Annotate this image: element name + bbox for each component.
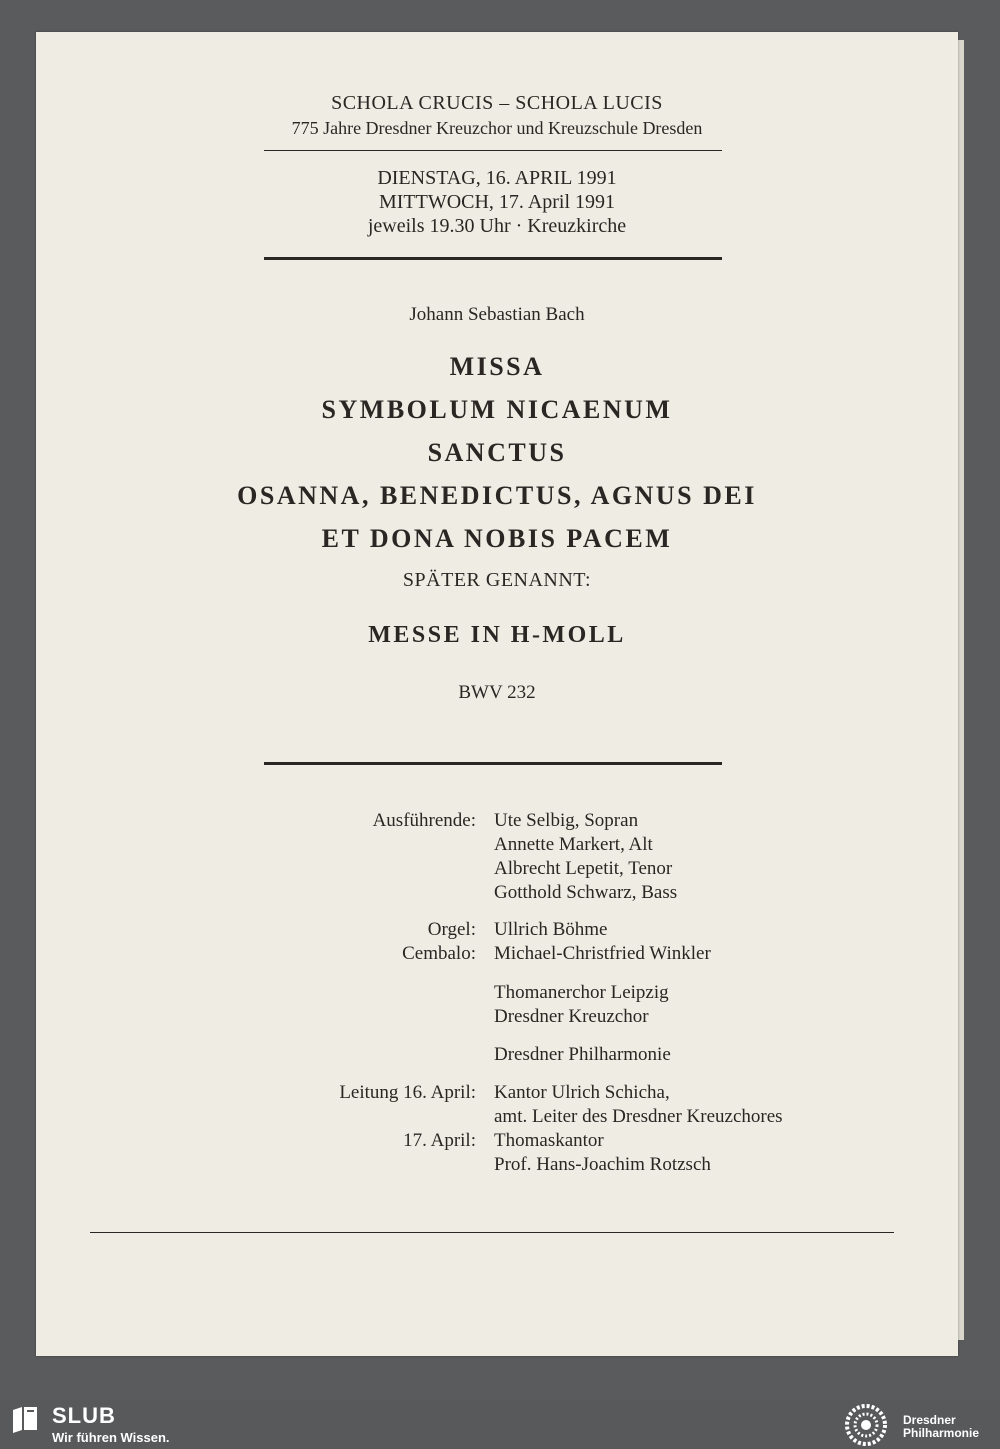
organ-player: Ullrich Böhme — [494, 919, 608, 940]
philharmonie-logo-icon — [842, 1402, 890, 1448]
time-venue-line: jeweils 19.30 Uhr · Kreuzkirche — [367, 215, 627, 237]
slub-tagline: Wir führen Wissen. — [52, 1430, 170, 1445]
philharmonie-logo-text — [903, 1414, 979, 1440]
header-subtitle: 775 Jahre Dresdner Kreuzchor und Kreuzschule Dresden — [291, 118, 703, 138]
work-common-title: MESSE IN H-MOLL — [368, 622, 626, 648]
date-divider — [264, 257, 722, 260]
choir-thomanerchor: Thomanerchor Leipzig — [494, 982, 669, 1003]
header-divider — [264, 150, 722, 151]
conductor-label-2: 17. April: — [403, 1130, 476, 1151]
organ-label: Orgel: — [427, 919, 476, 940]
conductor-2-line-2: Prof. Hans-Joachim Rotzsch — [494, 1154, 711, 1175]
orchestra-name: Dresdner Philharmonie — [494, 1044, 671, 1065]
soloist-soprano: Ute Selbig, Sopran — [494, 810, 639, 831]
conductor-1-line-2: amt. Leiter des Dresdner Kreuzchores — [494, 1106, 783, 1127]
footer-bar — [0, 1400, 1000, 1449]
harpsichord-label: Cembalo: — [402, 943, 476, 964]
slub-book-icon — [10, 1404, 40, 1434]
conductor-1-line-1: Kantor Ulrich Schicha, — [494, 1082, 670, 1103]
header-title: SCHOLA CRUCIS – SCHOLA LUCIS — [331, 92, 663, 114]
philharmonie-line-2: Philharmonie — [903, 1426, 980, 1440]
date-line-2: MITTWOCH, 17. April 1991 — [378, 191, 616, 213]
work-title-2: SYMBOLUM NICAENUM — [321, 395, 673, 424]
bottom-rule — [90, 1232, 894, 1233]
philharmonie-line-1: Dresdner — [903, 1413, 956, 1427]
soloist-bass: Gotthold Schwarz, Bass — [494, 882, 678, 903]
work-title-1: MISSA — [449, 352, 545, 381]
work-title-4: OSANNA, BENEDICTUS, AGNUS DEI — [237, 481, 757, 510]
choir-kreuzchor: Dresdner Kreuzchor — [494, 1006, 649, 1027]
work-title-3: SANCTUS — [427, 438, 567, 467]
harpsichord-player: Michael-Christfried Winkler — [494, 943, 711, 964]
conductor-label-1: Leitung 16. April: — [339, 1082, 476, 1103]
soloist-tenor: Albrecht Lepetit, Tenor — [494, 858, 673, 879]
catalogue-number: BWV 232 — [458, 682, 536, 703]
conductor-2-line-1: Thomaskantor — [494, 1130, 604, 1151]
later-named-label: SPÄTER GENANNT: — [402, 569, 592, 591]
date-line-1: DIENSTAG, 16. APRIL 1991 — [377, 167, 617, 189]
performers-label: Ausführende: — [372, 810, 476, 831]
composer-name: Johann Sebastian Bach — [409, 304, 585, 325]
title-divider — [264, 762, 722, 765]
work-title-5: ET DONA NOBIS PACEM — [321, 524, 673, 553]
program-page — [36, 32, 958, 1356]
slub-logo-text: SLUB — [52, 1403, 116, 1428]
soloist-alto: Annette Markert, Alt — [494, 834, 653, 855]
